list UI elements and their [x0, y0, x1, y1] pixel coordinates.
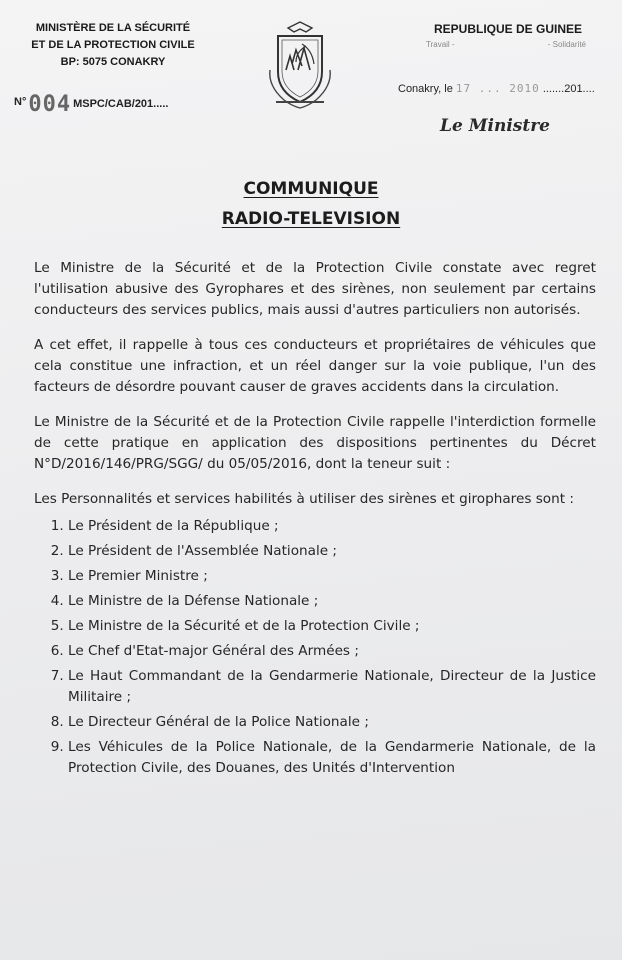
signer-title: Le Ministre	[440, 116, 550, 136]
country-name: REPUBLIQUE DE GUINEE	[433, 22, 583, 36]
list-item: 2. Le Président de l'Assemblée Nationale ;	[68, 541, 596, 562]
motto-part-1: Travail -	[426, 40, 455, 49]
title-line-2: RADIO-TELEVISION	[221, 209, 401, 229]
date-place: Conakry, le	[398, 83, 453, 95]
communique-body	[34, 258, 596, 783]
coat-of-arms-seal-icon	[266, 20, 334, 112]
paragraph-4: Les Personnalités et services habilités à utiliser des sirènes et girophares sont :	[34, 491, 574, 507]
list-item: 5. Le Ministre de la Sécurité et de la Protection Civile ;	[68, 616, 596, 637]
date-stamp: 17 ... 2010	[455, 82, 540, 95]
authorized-list	[34, 516, 596, 779]
date-suffix: .......201....	[542, 83, 595, 95]
republic-header	[408, 22, 608, 49]
paragraph-1: Le Ministre de la Sécurité et de la Protection Civile constate avec regret l'utilisation abusive des Gyrophares et des sirènes, non seulement par certains conducteurs des services publics, mais aussi d'autres particuliers non autorisés.	[34, 260, 596, 318]
reference-stamp-number: 004	[28, 92, 72, 117]
list-item: 1. Le Président de la République ;	[68, 516, 596, 537]
ministry-name-line2: ET DE LA PROTECTION CIVILE	[31, 39, 195, 51]
paragraph-3: Le Ministre de la Sécurité et de la Protection Civile rappelle l'interdiction formelle de cette pratique en application des dispositions pertinentes du Décret N°D/2016/146/PRG/SGG/ du 05/05/2016, dont la teneur suit :	[34, 414, 596, 472]
list-item: 7. Le Haut Commandant de la Gendarmerie Nationale, Directeur de la Justice Militaire ;	[68, 666, 596, 708]
ministry-header	[18, 20, 208, 71]
reference-prefix: N°	[14, 96, 27, 108]
motto-part-2: - Solidarité	[547, 40, 586, 49]
ministry-name-line1: MINISTÈRE DE LA SÉCURITÉ	[35, 22, 191, 34]
list-item: 4. Le Ministre de la Défense Nationale ;	[68, 591, 596, 612]
ministry-address: BP: 5075 CONAKRY	[60, 56, 166, 68]
list-item: 8. Le Directeur Général de la Police Nationale ;	[68, 712, 596, 733]
list-item: 3. Le Premier Ministre ;	[68, 566, 596, 587]
title-line-1: COMMUNIQUE	[243, 179, 379, 199]
reference-code: MSPC/CAB/201.....	[73, 98, 169, 110]
reference-number	[14, 94, 168, 116]
national-motto	[408, 40, 608, 49]
list-item: 6. Le Chef d'Etat-major Général des Armées ;	[68, 641, 596, 662]
list-item: 9. Les Véhicules de la Police Nationale, de la Gendarmerie Nationale, de la Protection Civile, des Douanes, des Unités d'Intervention	[68, 737, 596, 779]
date-line	[398, 82, 595, 95]
paragraph-2: A cet effet, il rappelle à tous ces conducteurs et propriétaires de véhicules que cela constitue une infraction, et un réel danger sur la voie publique, l'un des facteurs de désordre pouvant causer de graves accidents dans la circulation.	[34, 337, 596, 395]
document-title	[0, 174, 622, 234]
